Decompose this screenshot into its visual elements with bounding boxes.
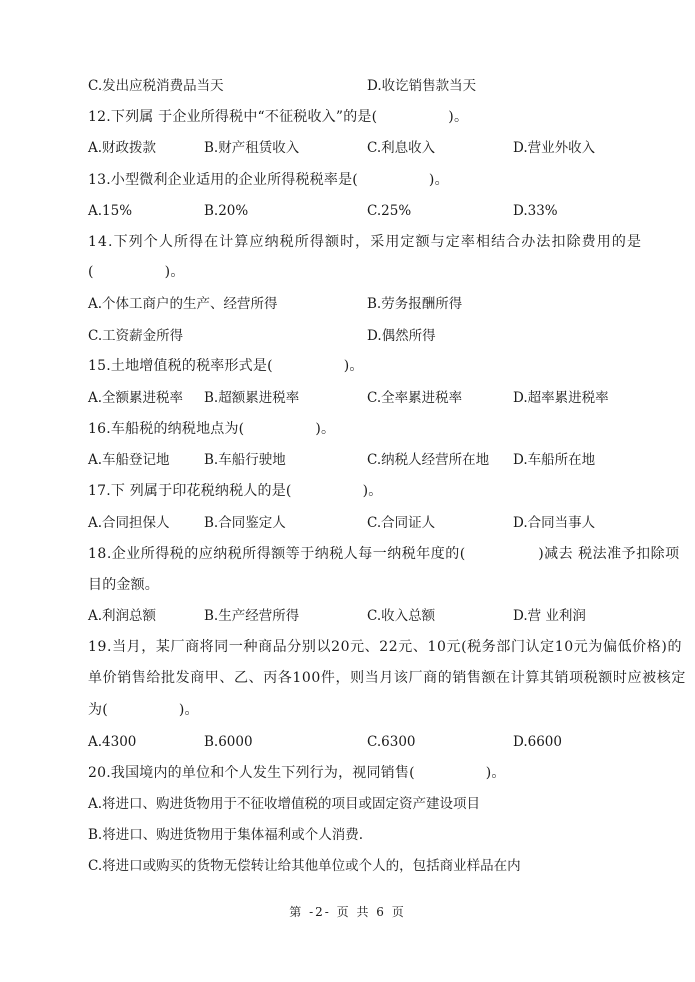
q15-stem: 15.土地增值税的税率形式是( )。 xyxy=(88,358,364,374)
q19-option-c: C.6300 xyxy=(367,734,416,750)
q15-option-a: A.全额累进税率 xyxy=(88,390,184,406)
q18-option-b: B.生产经营所得 xyxy=(204,608,300,624)
q11-option-d: D.收讫销售款当天 xyxy=(367,78,477,94)
q15-option-d: D.超率累进税率 xyxy=(513,390,609,406)
q20-option-b: B.将进口、购进货物用于集体福利或个人消费. xyxy=(88,827,364,843)
q18-stem-line1: 18.企业所得税的应纳税所得额等于纳税人每一纳税年度的( )减去 税法准予扣除项 xyxy=(88,546,680,562)
q17-option-c: C.合同证人 xyxy=(367,515,436,531)
q15-option-b: B.超额累进税率 xyxy=(204,390,300,406)
q19-option-b: B.6000 xyxy=(204,734,253,750)
q20-option-c: C.将进口或购买的货物无偿转让给其他单位或个人的，包括商业样品在内 xyxy=(88,858,521,874)
q18-option-d: D.营 业利润 xyxy=(513,608,586,624)
q12-option-a: A.财政拨款 xyxy=(88,140,157,156)
q14-option-c: C.工资薪金所得 xyxy=(88,328,184,344)
q18-option-a: A.利润总额 xyxy=(88,608,157,624)
page-number-footer: 第 -2- 页 共 6 页 xyxy=(289,905,406,919)
q17-option-d: D.合同当事人 xyxy=(513,515,596,531)
q13-option-a: A.15% xyxy=(88,203,133,219)
q18-stem-line2: 目的金额。 xyxy=(88,577,159,593)
q15-option-c: C.全率累进税率 xyxy=(367,390,463,406)
q17-stem: 17.下 列属于印花税纳税人的是( )。 xyxy=(88,483,383,499)
q16-stem: 16.车船税的纳税地点为( )。 xyxy=(88,421,336,437)
q20-stem: 20.我国境内的单位和个人发生下列行为，视同销售( )。 xyxy=(88,765,506,781)
q14-stem-line1: 14.下列个人所得在计算应纳税所得额时，采用定额与定率相结合办法扣除费用的是 xyxy=(88,234,643,250)
q14-stem-line2: ( )。 xyxy=(88,264,185,280)
q19-stem-line3: 为( )。 xyxy=(88,702,199,718)
q20-option-a: A.将进口、购进货物用于不征收增值税的项目或固定资产建设项目 xyxy=(88,796,481,812)
q12-option-d: D.营业外收入 xyxy=(513,140,596,156)
q19-option-d: D.6600 xyxy=(513,734,562,750)
q12-option-c: C.利息收入 xyxy=(367,140,436,156)
q16-option-a: A.车船登记地 xyxy=(88,452,170,468)
q16-option-c: C.纳税人经营所在地 xyxy=(367,452,490,468)
q14-option-d: D.偶然所得 xyxy=(367,328,436,344)
q14-option-b: B.劳务报酬所得 xyxy=(367,296,463,312)
q13-option-c: C.25% xyxy=(367,203,412,219)
q14-option-a: A.个体工商户的生产、经营所得 xyxy=(88,296,278,312)
q13-option-d: D.33% xyxy=(513,203,558,219)
q19-stem-line2: 单价销售给批发商甲、乙、丙各100件，则当月该厂商的销售额在计算其销项税额时应被核定 xyxy=(88,670,686,686)
q18-option-c: C.收入总额 xyxy=(367,608,436,624)
q12-option-b: B.财产租赁收入 xyxy=(204,140,300,156)
q13-option-b: B.20% xyxy=(204,203,249,219)
q12-stem: 12.下列属 于企业所得税中“不征税收入”的是( )。 xyxy=(88,109,469,125)
q19-stem-line1: 19.当月，某厂商将同一种商品分别以20元、22元、10元(税务部门认定10元为偏低价格)的 xyxy=(88,639,683,655)
q16-option-d: D.车船所在地 xyxy=(513,452,596,468)
q17-option-b: B.合同鉴定人 xyxy=(204,515,286,531)
q11-option-c: C.发出应税消费品当天 xyxy=(88,78,224,94)
q17-option-a: A.合同担保人 xyxy=(88,515,170,531)
q19-option-a: A.4300 xyxy=(88,734,137,750)
q16-option-b: B.车船行驶地 xyxy=(204,452,286,468)
q13-stem: 13.小型微利企业适用的企业所得税税率是( )。 xyxy=(88,172,449,188)
